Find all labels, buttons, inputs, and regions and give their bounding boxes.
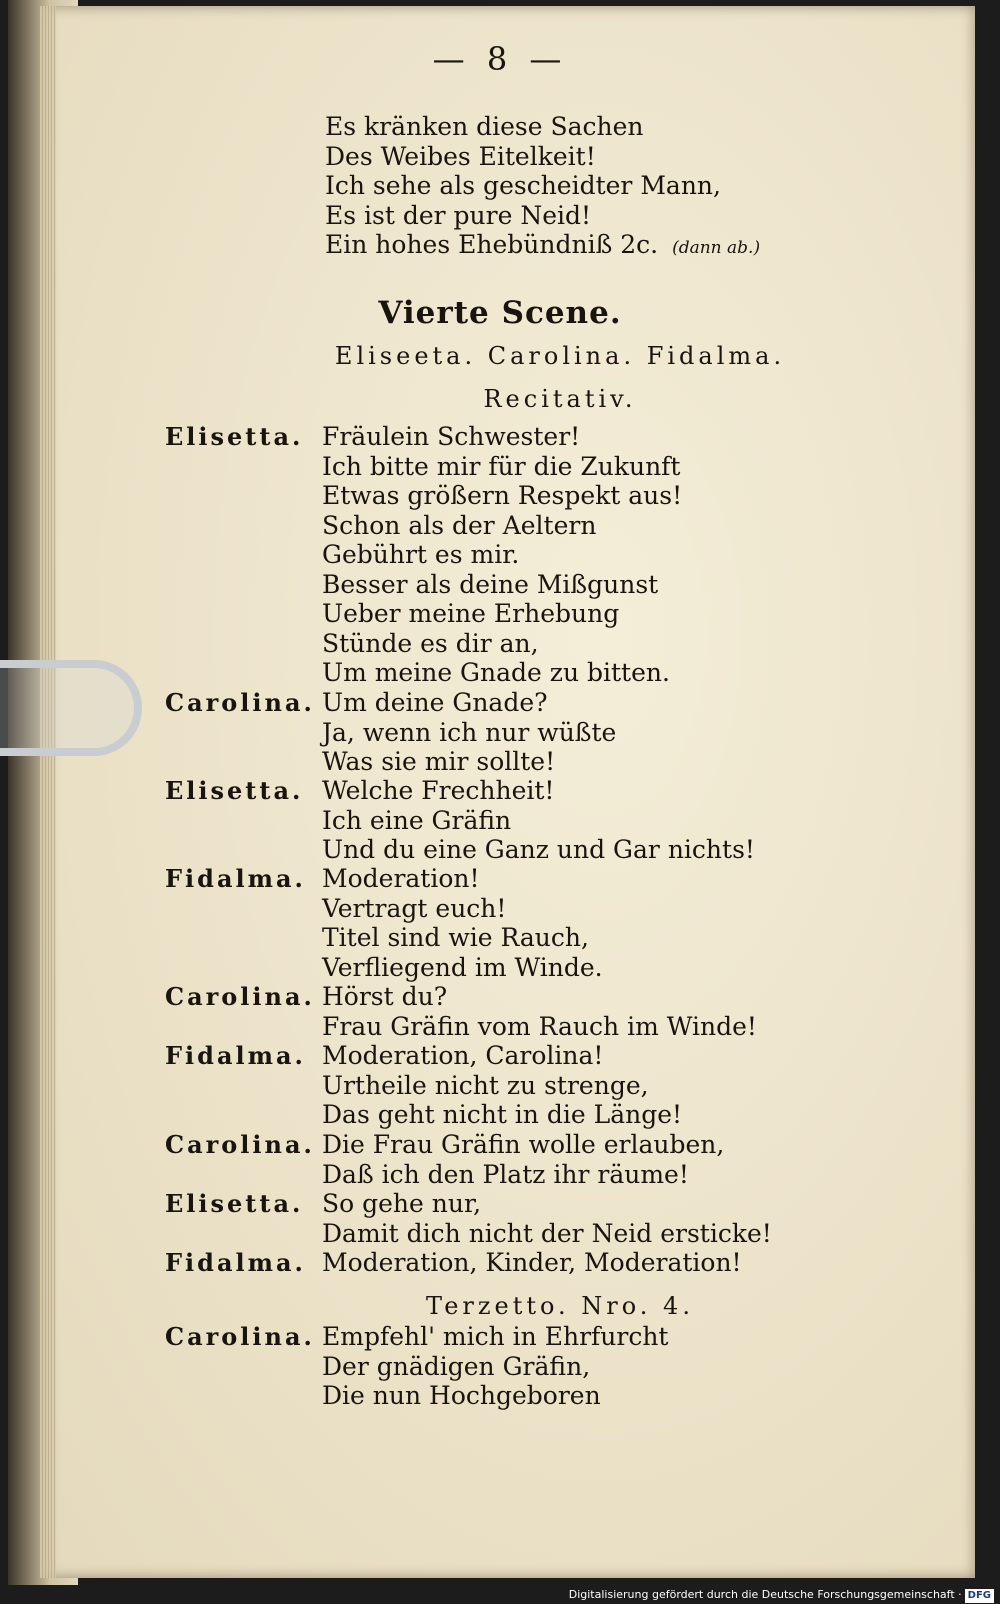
dialogue-line: Etwas größern Respekt aus! [322, 481, 683, 510]
section-heading: Recitativ. [483, 385, 637, 413]
page-edges [40, 6, 56, 1578]
verse-text: Ein hohes Ehebündniß 2c. [325, 230, 659, 259]
dialogue-lines [322, 422, 682, 688]
dialogue-line: Die Frau Gräfin wolle erlauben, [322, 1130, 725, 1159]
dialogue-line: Der gnädigen Gräfin, [322, 1351, 591, 1381]
dialogue-line: Fräulein Schwester! [322, 422, 581, 451]
dialogue-line: Frau Gräfin vom Rauch im Winde! [322, 1011, 757, 1041]
dialogue-line: Welche Frechheit! [322, 776, 555, 805]
dialogue-line: Verfliegend im Winde. [322, 952, 603, 982]
dialogue-lines [322, 1041, 682, 1130]
dialogue-line: Die nun Hochgeboren [322, 1381, 601, 1410]
speaker-name: Elisetta. [165, 776, 304, 805]
verse-line: Des Weibes Eitelkeit! [325, 141, 596, 171]
dialogue-line: Urtheile nicht zu strenge, [322, 1070, 649, 1100]
dialogue-line: Stünde es dir an, [322, 628, 539, 658]
dialogue-lines [322, 1130, 724, 1189]
dfg-logo-icon: DFG [965, 1589, 994, 1603]
speaker-name: Fidalma. [165, 1248, 306, 1277]
verse-line-last [325, 230, 760, 264]
verse-line: Ich sehe als gescheidter Mann, [325, 171, 721, 200]
dialogue-line: Damit dich nicht der Neid ersticke! [322, 1218, 772, 1248]
dialogue-line: Um deine Gnade? [322, 688, 548, 717]
terzetto-lines [322, 1322, 668, 1411]
dialogue-line: Schon als der Aeltern [322, 510, 597, 540]
dialogue-line: Vertragt euch! [322, 893, 507, 923]
dialogue-line: Gebührt es mir. [322, 540, 520, 569]
dialogue-lines [322, 982, 757, 1041]
speaker-name: Elisetta. [165, 1189, 304, 1218]
dialogue-lines [322, 1248, 742, 1278]
dialogue-line: Daß ich den Platz ihr räume! [322, 1159, 689, 1189]
dialogue-line: Ich bitte mir für die Zukunft [322, 451, 681, 481]
digitization-footer [569, 1585, 994, 1604]
intro-verse [325, 112, 760, 264]
dialogue-line: Was sie mir sollte! [322, 747, 556, 776]
dialogue-line: Empfehl' mich in Ehrfurcht [322, 1322, 669, 1351]
dialogue-lines [322, 776, 755, 865]
dialogue-line: Ueber meine Erhebung [322, 599, 620, 628]
dialogue-line: Hörst du? [322, 982, 448, 1011]
speaker-name: Fidalma. [165, 864, 306, 893]
dialogue-line: Besser als deine Mißgunst [322, 569, 659, 599]
footer-text: Digitalisierung gefördert durch die Deutsche Forschungsgemeinschaft · [568, 1588, 962, 1601]
speaker-name: Carolina. [165, 1322, 315, 1351]
verse-line: Es kränken diese Sachen [325, 112, 644, 141]
dialogue-line: Moderation, Kinder, Moderation! [322, 1248, 742, 1277]
speaker-name: Fidalma. [165, 1041, 306, 1070]
speaker-name: Carolina. [165, 688, 315, 717]
dialogue-lines [322, 864, 603, 982]
dialogue-line: Moderation, Carolina! [322, 1041, 604, 1070]
dialogue-line: Und du eine Ganz und Gar nichts! [322, 835, 755, 864]
dialogue-line: Ja, wenn ich nur wüßte [322, 717, 617, 747]
speaker-name: Carolina. [165, 1130, 315, 1159]
dialogue-lines [322, 1189, 772, 1248]
dialogue-line: Ich eine Gräfin [322, 805, 512, 835]
dialogue-line: Um meine Gnade zu bitten. [322, 658, 670, 687]
scene-characters: Eliseeta. Carolina. Fidalma. [334, 342, 786, 370]
terzetto-heading: Terzetto. Nro. 4. [426, 1292, 694, 1320]
page-clip [0, 660, 142, 756]
dialogue-line: Titel sind wie Rauch, [322, 923, 589, 952]
scene-title: Vierte Scene. [378, 295, 622, 331]
speaker-name: Carolina. [165, 982, 315, 1011]
dialogue-line: Moderation! [322, 864, 480, 893]
speaker-name: Elisetta. [165, 422, 304, 451]
dialogue-line: Das geht nicht in die Länge! [322, 1100, 683, 1129]
dialogue-lines [322, 688, 616, 777]
stage-direction: (dann ab.) [672, 238, 761, 258]
dialogue-line: So gehe nur, [322, 1189, 482, 1218]
verse-line: Es ist der pure Neid! [325, 200, 592, 230]
page-number: — 8 — [432, 40, 568, 78]
